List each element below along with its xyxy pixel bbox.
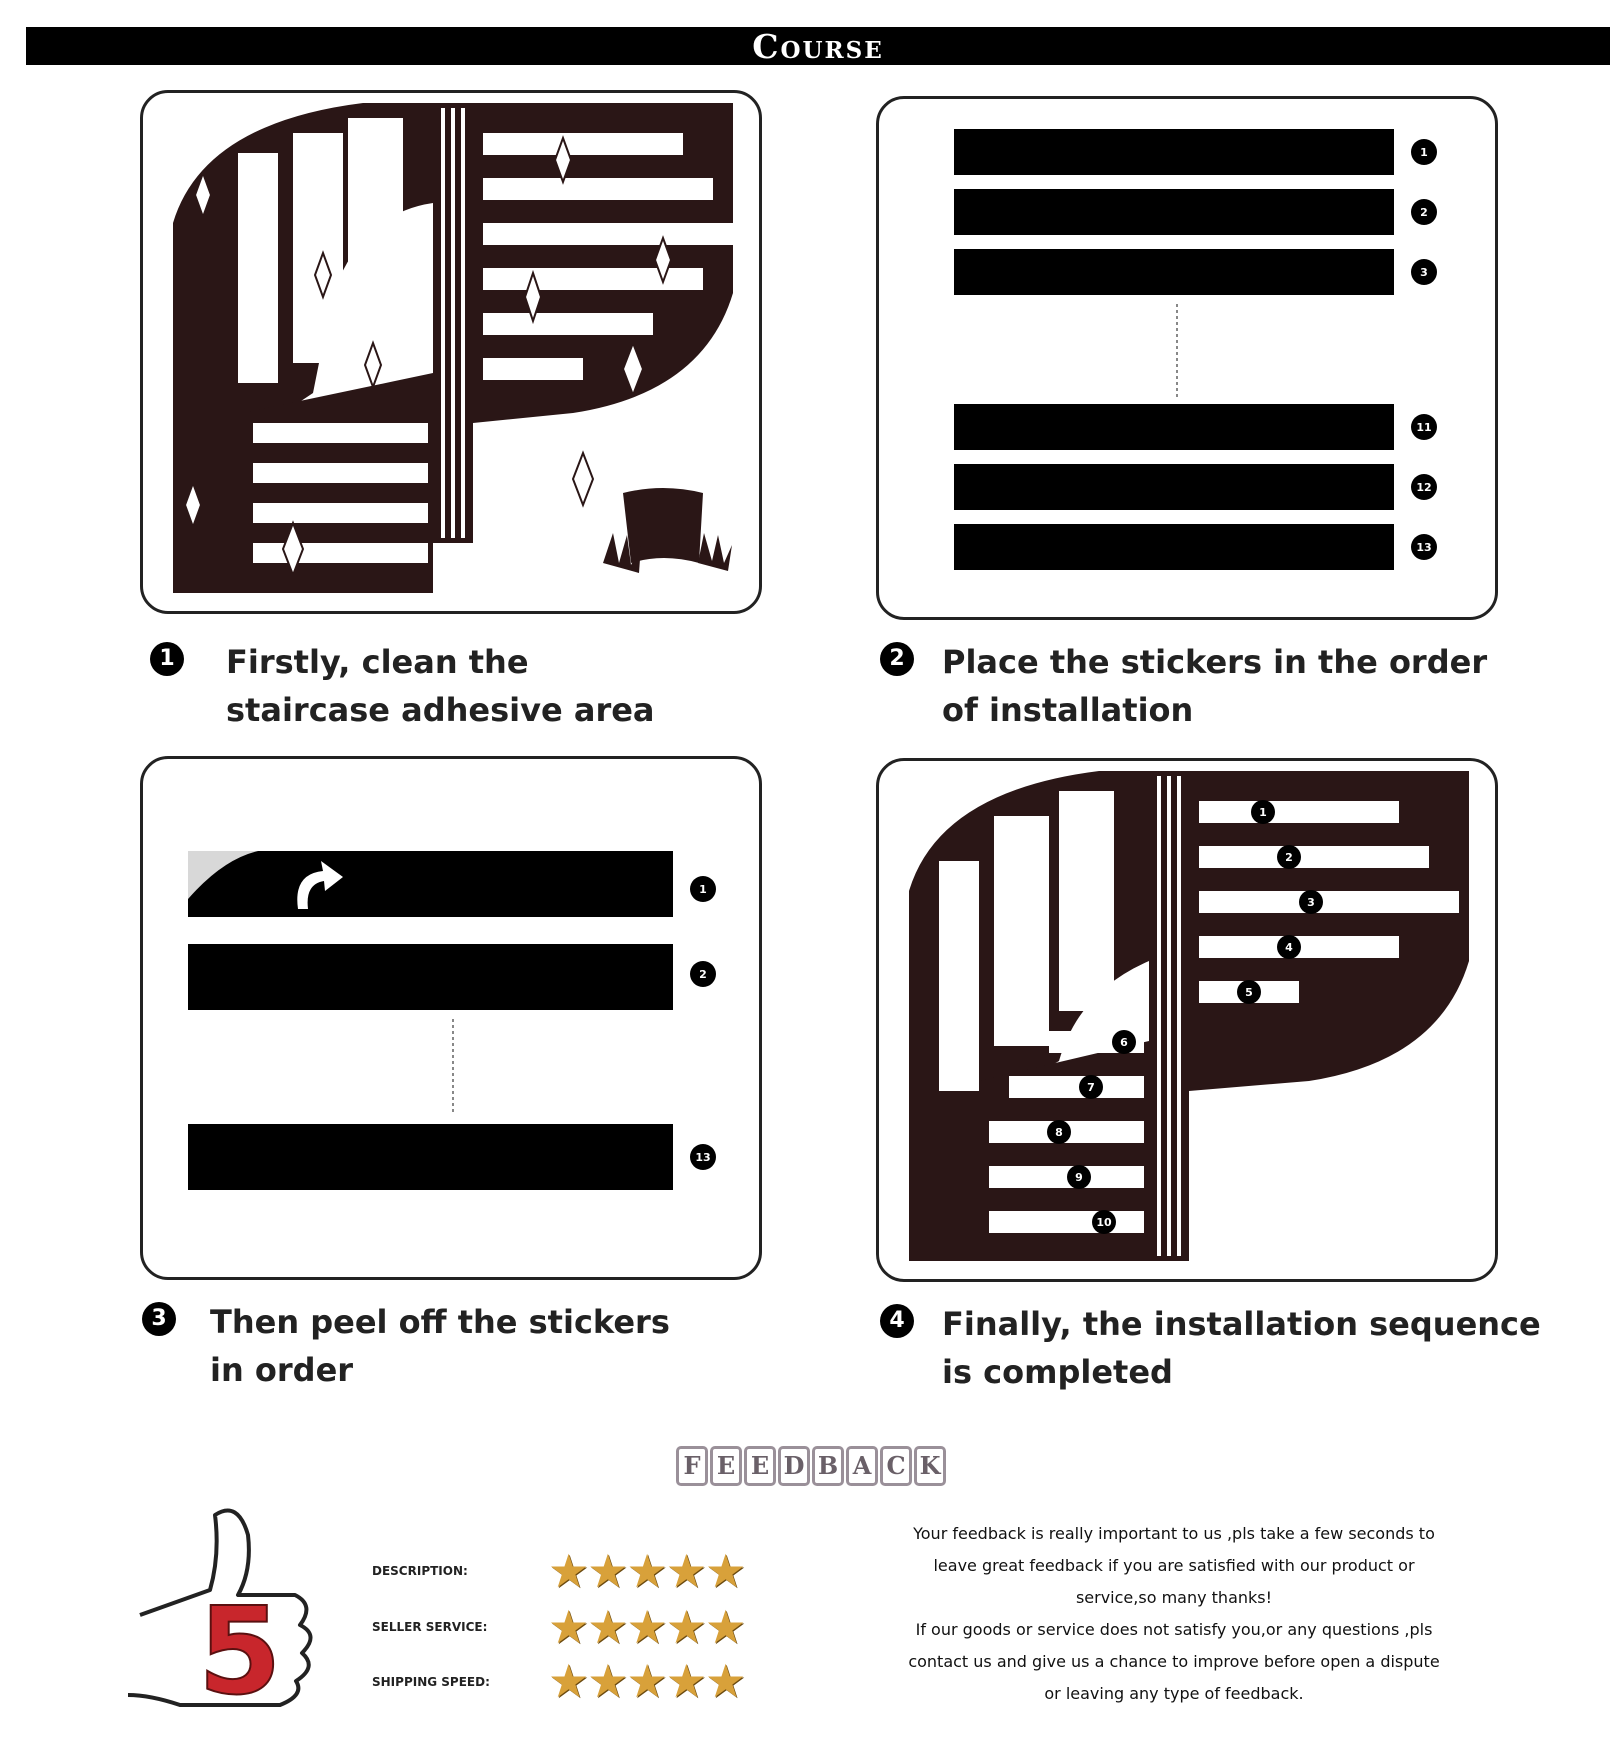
sticker-label: 13 (1416, 541, 1432, 554)
banner-title: Course (752, 27, 884, 66)
feedback-letter: E (710, 1446, 742, 1486)
feedback-letter: C (880, 1446, 912, 1486)
rating-stars-shipping-speed: ★★★★★ (548, 1654, 745, 1708)
feedback-letter: F (676, 1446, 708, 1486)
sticker-strips-illustration (879, 99, 1495, 617)
feedback-letter: K (914, 1446, 946, 1486)
step-text: Place the stickers in the order of installation (942, 643, 1488, 729)
rating-stars-seller-service: ★★★★★ (548, 1600, 745, 1654)
sticker-label: 2 (1420, 206, 1428, 219)
thumbs-up-icon (120, 1495, 320, 1710)
feedback-letter: E (744, 1446, 776, 1486)
course-banner (26, 27, 1610, 65)
sticker-label: 2 (699, 968, 707, 981)
sticker-strip (954, 524, 1394, 570)
sticker-label: 1 (1420, 146, 1428, 159)
step-number-3: 3 (142, 1302, 176, 1336)
panel-step-2 (876, 96, 1498, 620)
rating-label-shipping-speed: SHIPPING SPEED: (372, 1675, 490, 1689)
sticker-label: 11 (1416, 421, 1432, 434)
sticker-strip (954, 189, 1394, 235)
sticker-label: 1 (699, 883, 707, 896)
sticker-label: 2 (1285, 851, 1293, 864)
feedback-paragraph-2: If our goods or service does not satisfy you,or any questions ,pls contact us and give us a chance to improve before open a dispute or leaving any type of feedback. (908, 1620, 1440, 1703)
rating-stars-description: ★★★★★ (548, 1544, 745, 1598)
feedback-letter: B (812, 1446, 844, 1486)
sticker-label: 13 (695, 1151, 711, 1164)
sticker-label: 4 (1285, 941, 1293, 954)
step-text: Then peel off the stickers in order (210, 1303, 670, 1389)
step-number-4: 4 (880, 1304, 914, 1338)
sticker-label: 12 (1416, 481, 1432, 494)
sticker-label: 7 (1087, 1081, 1095, 1094)
panel-step-4 (876, 758, 1498, 1282)
staircase-clean-illustration (143, 93, 759, 611)
sticker-label: 3 (1420, 266, 1428, 279)
sticker-label: 8 (1055, 1126, 1063, 1139)
sticker-strip (954, 404, 1394, 450)
sticker-strip (954, 464, 1394, 510)
sticker-label: 3 (1307, 896, 1315, 909)
feedback-letter: A (846, 1446, 878, 1486)
sticker-label: 10 (1096, 1216, 1112, 1229)
feedback-letter: D (778, 1446, 810, 1486)
staircase-completed-illustration (879, 761, 1495, 1279)
rating-label-description: DESCRIPTION: (372, 1564, 468, 1578)
feedback-title (676, 1446, 946, 1486)
step-number-2: 2 (880, 642, 914, 676)
step-text: Firstly, clean the staircase adhesive area (226, 643, 655, 729)
step-text: Finally, the installation sequence is completed (942, 1305, 1541, 1391)
feedback-paragraph-1: Your feedback is really important to us ,pls take a few seconds to leave great feedback if you are satisfied with our product or service,so many thanks! (913, 1524, 1435, 1607)
sticker-label: 1 (1259, 806, 1267, 819)
sticker-strip (954, 249, 1394, 295)
step-number-1: 1 (150, 642, 184, 676)
panel-step-3 (140, 756, 762, 1280)
peel-stickers-illustration (143, 759, 759, 1277)
panel-step-1 (140, 90, 762, 614)
sticker-label: 5 (1245, 986, 1253, 999)
rating-label-seller-service: SELLER SERVICE: (372, 1620, 488, 1634)
sticker-label: 9 (1075, 1171, 1083, 1184)
feedback-message (904, 1518, 1444, 1710)
sticker-strip (954, 129, 1394, 175)
sticker-label: 6 (1120, 1036, 1128, 1049)
feedback-score: 5 (198, 1583, 282, 1710)
